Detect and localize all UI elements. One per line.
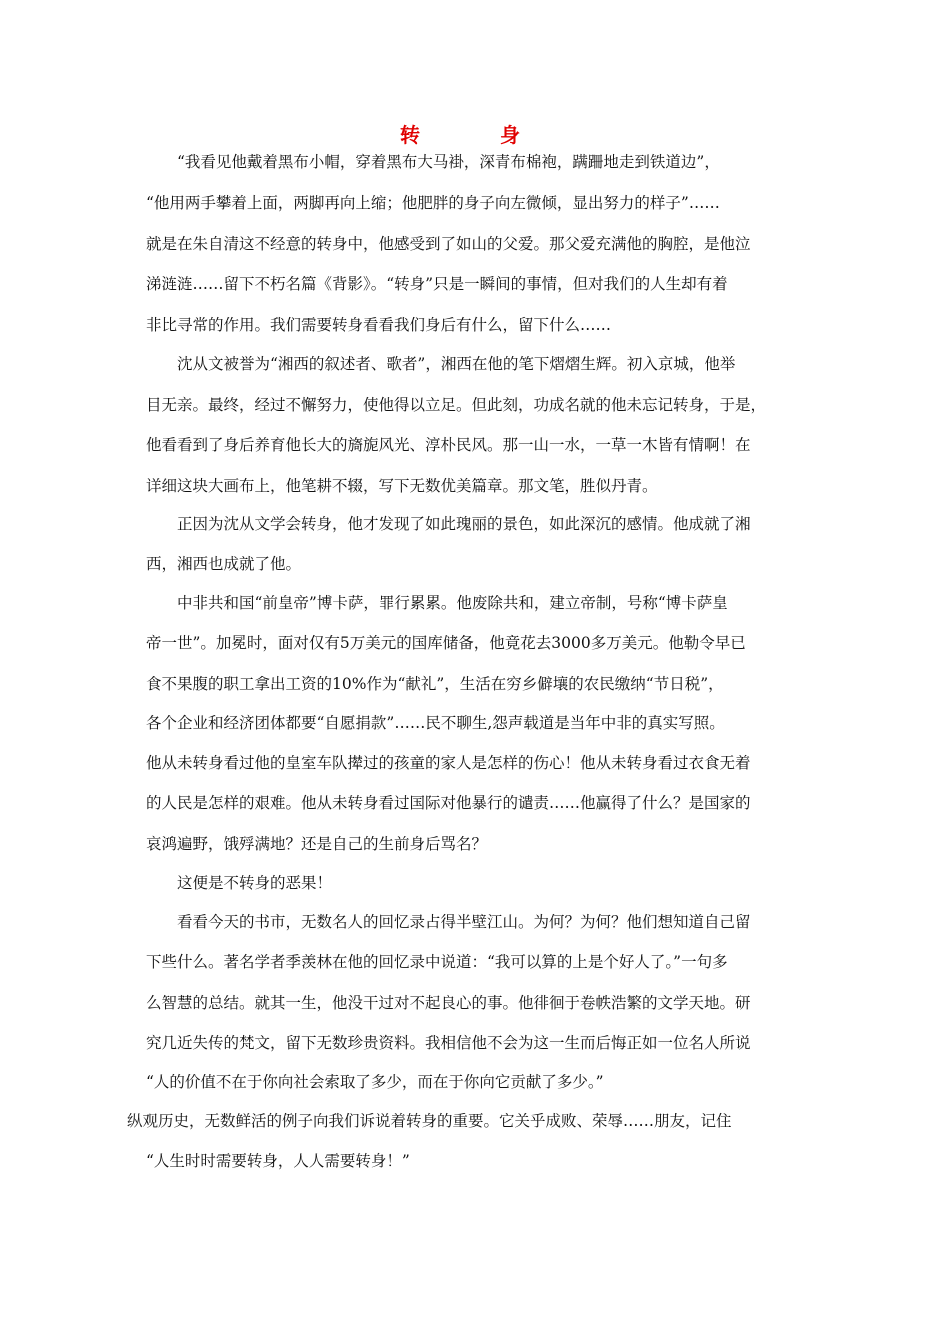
- text-line: 纵观历史，无数鲜活的例子向我们诉说着转身的重要。它关乎成败、荣辱……朋友，记住: [127, 1112, 732, 1130]
- text-line: 哀鸿遍野，饿殍满地？还是自己的生前身后骂名？: [146, 835, 488, 853]
- text-line: 详细这块大画布上，他笔耕不辍，写下无数优美篇章。那文笔，胜似丹青。: [146, 477, 658, 495]
- text-line: 西，湘西也成就了他。: [146, 555, 302, 573]
- text-line: 他看看到了身后养育他长大的旖旎风光、淳朴民风。那一山一水，一草一木皆有情啊！在: [146, 436, 751, 454]
- text-line: 看看今天的书市，无数名人的回忆录占得半壁江山。为何？为何？他们想知道自己留: [177, 913, 751, 931]
- text-line: 各个企业和经济团体都要“自愿捐款”……民不聊生,怨声载道是当年中非的真实写照。: [146, 714, 725, 732]
- text-line: 究几近失传的梵文，留下无数珍贵资料。我相信他不会为这一生而后悔正如一位名人所说: [146, 1034, 751, 1052]
- text-line: 正因为沈从文学会转身，他才发现了如此瑰丽的景色，如此深沉的感情。他成就了湘: [177, 515, 751, 533]
- page-title: 转 身: [400, 123, 550, 147]
- text-line: 下些什么。著名学者季羡林在他的回忆录中说道：“我可以算的上是个好人了。”一句多: [146, 953, 728, 971]
- text-line: “他用两手攀着上面，两脚再向上缩；他肥胖的身子向左微倾，显出努力的样子”……: [146, 194, 720, 212]
- text-line: 非比寻常的作用。我们需要转身看看我们身后有什么，留下什么……: [146, 316, 612, 334]
- text-line: 就是在朱自清这不经意的转身中，他感受到了如山的父爱。那父爱充满他的胸腔，是他泣: [146, 235, 751, 253]
- text-line: 中非共和国“前皇帝”博卡萨，罪行累累。他废除共和，建立帝制，号称“博卡萨皇: [177, 594, 728, 612]
- text-line: 他从未转身看过他的皇室车队撵过的孩童的家人是怎样的伤心！他从未转身看过衣食无着: [146, 754, 751, 772]
- text-line: “人的价值不在于你向社会索取了多少，而在于你向它贡献了多少。”: [146, 1073, 604, 1091]
- text-line: 帝一世”。加冕时，面对仅有5万美元的国库储备，他竟花去3000多万美元。他勒令早已: [146, 634, 746, 652]
- text-line: 的人民是怎样的艰难。他从未转身看过国际对他暴行的谴责……他赢得了什么？是国家的: [146, 794, 751, 812]
- text-line: “人生时时需要转身，人人需要转身！”: [146, 1152, 410, 1170]
- text-line: 这便是不转身的恶果！: [177, 874, 333, 892]
- text-line: 沈从文被誉为“湘西的叙述者、歌者”，湘西在他的笔下熠熠生辉。初入京城，他举: [177, 355, 736, 373]
- text-line: 目无亲。最终，经过不懈努力，使他得以立足。但此刻，功成名就的他未忘记转身，于是，: [146, 396, 767, 414]
- text-line: 涕涟涟……留下不朽名篇《背影》。“转身”只是一瞬间的事情，但对我们的人生却有着: [146, 275, 728, 293]
- text-line: “我看见他戴着黑布小帽，穿着黑布大马褂，深青布棉袍，蹒跚地走到铁道边”，: [177, 153, 720, 171]
- text-line: 食不果腹的职工拿出工资的10%作为“献礼”，生活在穷乡僻壤的农民缴纳“节日税”，: [146, 675, 724, 693]
- text-line: 么智慧的总结。就其一生，他没干过对不起良心的事。他徘徊于卷帙浩繁的文学天地。研: [146, 994, 751, 1012]
